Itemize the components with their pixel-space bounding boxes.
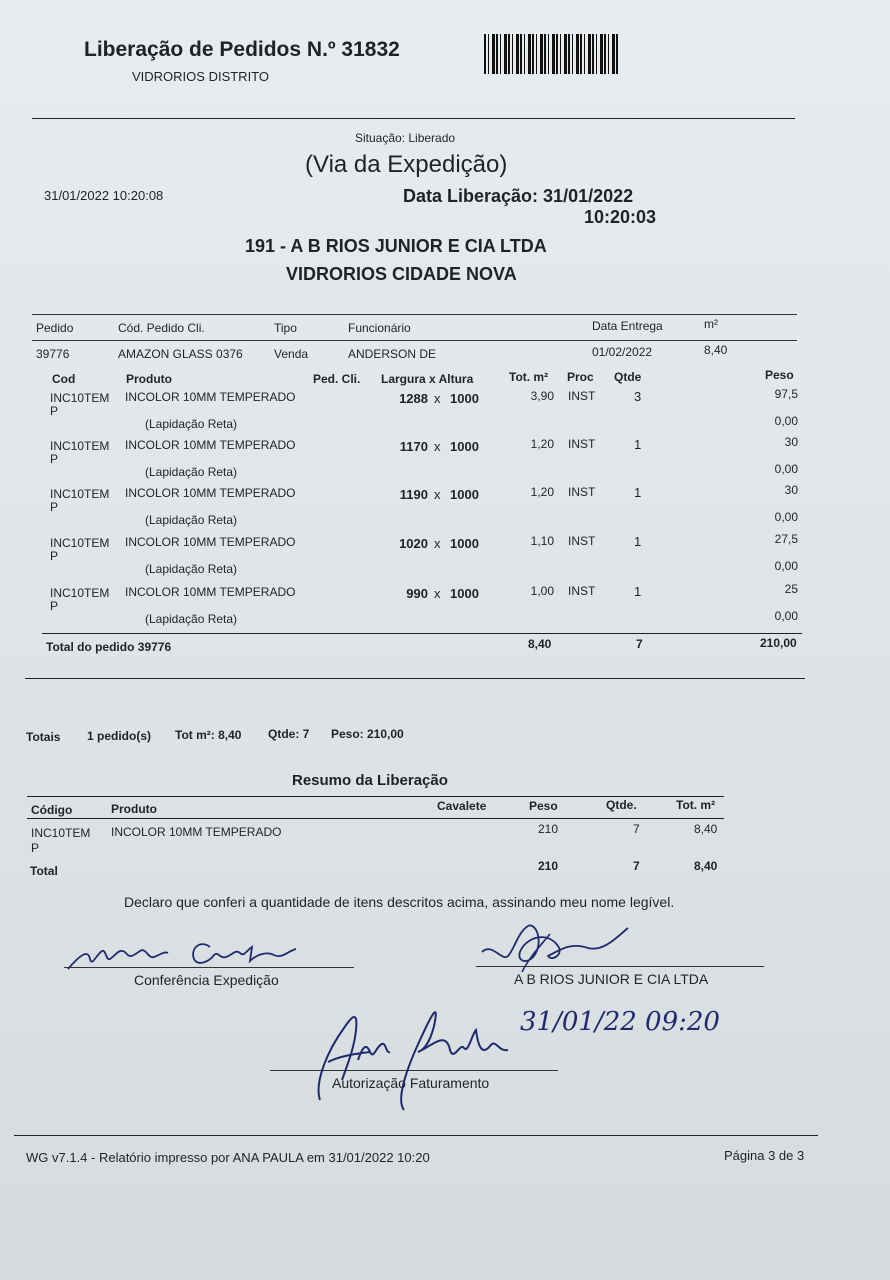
item-produto: INCOLOR 10MM TEMPERADO: [125, 535, 296, 549]
totais-pedidos: 1 pedido(s): [87, 729, 152, 743]
totais-peso: Peso: 210,00: [331, 727, 404, 741]
handwritten-signature-company: [478, 912, 638, 992]
handwritten-date: [518, 1000, 768, 1040]
divider: [27, 818, 724, 819]
item-altura: 1000: [450, 536, 479, 551]
order-tipo: Venda: [274, 347, 309, 361]
item-tot-m2: 1,00: [530, 584, 554, 598]
item-cod: INC10TEM: [50, 487, 110, 501]
declaration-text: Declaro que conferi a quantidade de itens descritos acima, assinando meu nome legível.: [124, 894, 675, 910]
totais-label: Totais: [26, 730, 61, 744]
col-m2: m²: [704, 317, 718, 331]
item-sub-process: (Lapidação Reta): [145, 465, 238, 479]
col-data-entrega: Data Entrega: [592, 319, 663, 333]
resumo-total-label: Total: [30, 864, 58, 878]
item-largura: 1020: [399, 536, 428, 551]
footer-page-number: Página 3 de 3: [724, 1148, 805, 1163]
items-col-ped-cli: Ped. Cli.: [313, 372, 361, 386]
item-sub-peso: 0,00: [774, 559, 798, 573]
divider: [14, 1135, 818, 1136]
divider: [27, 796, 724, 797]
signature-label-autorizacao: Autorização Faturamento: [332, 1075, 490, 1091]
item-qtde: 1: [634, 485, 642, 500]
item-qtde: 3: [634, 389, 642, 404]
items-col-tot-m2: Tot. m²: [509, 370, 549, 384]
item-cod: INC10TEM: [50, 536, 110, 550]
item-altura: 1000: [450, 391, 479, 406]
handwritten-signature-autorizacao: [300, 990, 520, 1115]
order-total-qtde: 7: [636, 637, 643, 651]
resumo-row-cod2: P: [31, 841, 40, 855]
item-tot-m2: 1,20: [530, 485, 554, 499]
items-col-produto: Produto: [126, 372, 172, 386]
order-funcionario: ANDERSON DE: [348, 347, 437, 361]
resumo-row-peso: 210: [538, 822, 559, 836]
item-largura: 990: [406, 586, 428, 601]
item-sub-process: (Lapidação Reta): [145, 562, 238, 576]
item-sub-peso: 0,00: [774, 609, 798, 623]
item-altura: 1000: [450, 487, 479, 502]
item-x: x: [434, 536, 441, 551]
item-produto: INCOLOR 10MM TEMPERADO: [125, 486, 296, 500]
item-peso: 25: [784, 582, 798, 596]
item-largura: 1170: [399, 439, 428, 454]
footer-report-info: WG v7.1.4 - Relatório impresso por ANA PAULA em 31/01/2022 10:20: [26, 1150, 430, 1165]
item-cod: INC10TEM: [50, 586, 110, 600]
items-col-largura-altura: Largura x Altura: [381, 372, 474, 386]
items-col-cod: Cod: [52, 372, 76, 386]
resumo-total-qtde: 7: [633, 859, 640, 873]
order-total-label: Total do pedido 39776: [46, 640, 172, 654]
col-funcionario: Funcionário: [348, 321, 411, 335]
item-produto: INCOLOR 10MM TEMPERADO: [125, 390, 296, 404]
resumo-row-cod1: INC10TEM: [31, 826, 91, 840]
printed-at: 31/01/2022 10:20:08: [44, 188, 164, 203]
item-proc: INST: [568, 437, 596, 451]
resumo-row-tot: 8,40: [694, 822, 718, 836]
resumo-total-tot: 8,40: [694, 859, 718, 873]
item-cod-suffix: P: [50, 500, 59, 514]
client-name: 191 - A B RIOS JUNIOR E CIA LTDA: [245, 236, 547, 256]
item-cod-suffix: P: [50, 599, 59, 613]
item-x: x: [434, 586, 441, 601]
items-col-qtde: Qtde: [614, 370, 642, 384]
handwritten-date-text: 31/01/22 09:20: [520, 1007, 720, 1037]
item-sub-process: (Lapidação Reta): [145, 417, 238, 431]
barcode: [484, 34, 618, 74]
divider: [32, 118, 795, 119]
order-total-m2: 8,40: [528, 637, 552, 651]
item-proc: INST: [568, 534, 596, 548]
order-m2: 8,40: [704, 343, 728, 357]
divider: [32, 314, 797, 315]
item-cod: INC10TEM: [50, 439, 110, 453]
order-data-entrega: 01/02/2022: [592, 345, 653, 359]
item-largura: 1190: [399, 487, 428, 502]
resumo-col-cavalete: Cavalete: [437, 799, 487, 813]
item-cod-suffix: P: [50, 549, 59, 563]
item-x: x: [434, 487, 441, 502]
items-col-proc: Proc: [567, 370, 594, 384]
via-label: (Via da Expedição): [305, 151, 508, 178]
item-qtde: 1: [634, 584, 642, 599]
signature-label-conferencia: Conferência Expedição: [134, 972, 279, 988]
item-altura: 1000: [450, 586, 479, 601]
divider: [25, 678, 805, 679]
item-x: x: [434, 439, 441, 454]
item-cod-suffix: P: [50, 404, 59, 418]
item-qtde: 1: [634, 534, 642, 549]
item-qtde: 1: [634, 437, 642, 452]
resumo-col-produto: Produto: [111, 802, 157, 816]
resumo-col-qtde: Qtde.: [606, 798, 637, 812]
col-tipo: Tipo: [274, 321, 297, 335]
items-col-peso: Peso: [765, 368, 794, 382]
resumo-total-peso: 210: [538, 859, 559, 873]
situacao-label: Situação: Liberado: [355, 131, 456, 145]
item-tot-m2: 1,10: [530, 534, 554, 548]
col-cod-pedido-cli: Cód. Pedido Cli.: [118, 321, 205, 335]
order-cod-cli: AMAZON GLASS 0376: [118, 347, 243, 361]
resumo-title: Resumo da Liberação: [292, 772, 448, 789]
totais-qtde: Qtde: 7: [268, 727, 310, 741]
item-sub-process: (Lapidação Reta): [145, 513, 238, 527]
item-altura: 1000: [450, 439, 479, 454]
item-sub-peso: 0,00: [774, 462, 798, 476]
item-peso: 30: [784, 435, 798, 449]
item-cod: INC10TEM: [50, 391, 110, 405]
resumo-row-qtde: 7: [633, 822, 640, 836]
resumo-col-codigo: Código: [31, 803, 73, 817]
item-peso: 27,5: [774, 532, 798, 546]
item-sub-peso: 0,00: [774, 414, 798, 428]
item-tot-m2: 1,20: [530, 437, 554, 451]
handwritten-signature-conferencia: [60, 925, 320, 975]
data-liberacao: Data Liberação: 31/01/2022: [403, 186, 634, 206]
order-total-peso: 210,00: [760, 636, 797, 650]
divider: [32, 340, 797, 341]
divider: [42, 633, 802, 634]
data-liberacao-time: 10:20:03: [584, 207, 657, 227]
order-pedido: 39776: [36, 347, 70, 361]
item-proc: INST: [568, 584, 596, 598]
item-cod-suffix: P: [50, 452, 59, 466]
resumo-row-produto: INCOLOR 10MM TEMPERADO: [111, 825, 282, 839]
item-produto: INCOLOR 10MM TEMPERADO: [125, 438, 296, 452]
col-pedido: Pedido: [36, 321, 74, 335]
resumo-col-peso: Peso: [529, 799, 558, 813]
item-x: x: [434, 391, 441, 406]
item-peso: 97,5: [774, 387, 798, 401]
document-title: Liberação de Pedidos N.º 31832: [84, 38, 400, 61]
item-sub-process: (Lapidação Reta): [145, 612, 238, 626]
item-tot-m2: 3,90: [530, 389, 554, 403]
signature-label-company: A B RIOS JUNIOR E CIA LTDA: [514, 971, 709, 987]
item-proc: INST: [568, 389, 596, 403]
item-largura: 1288: [399, 391, 428, 406]
item-sub-peso: 0,00: [774, 510, 798, 524]
item-proc: INST: [568, 485, 596, 499]
item-peso: 30: [784, 483, 798, 497]
item-produto: INCOLOR 10MM TEMPERADO: [125, 585, 296, 599]
totais-m2: Tot m²: 8,40: [175, 728, 242, 742]
client-store: VIDRORIOS CIDADE NOVA: [286, 264, 517, 284]
company-name: VIDRORIOS DISTRITO: [132, 69, 269, 84]
resumo-col-tot: Tot. m²: [676, 798, 716, 812]
